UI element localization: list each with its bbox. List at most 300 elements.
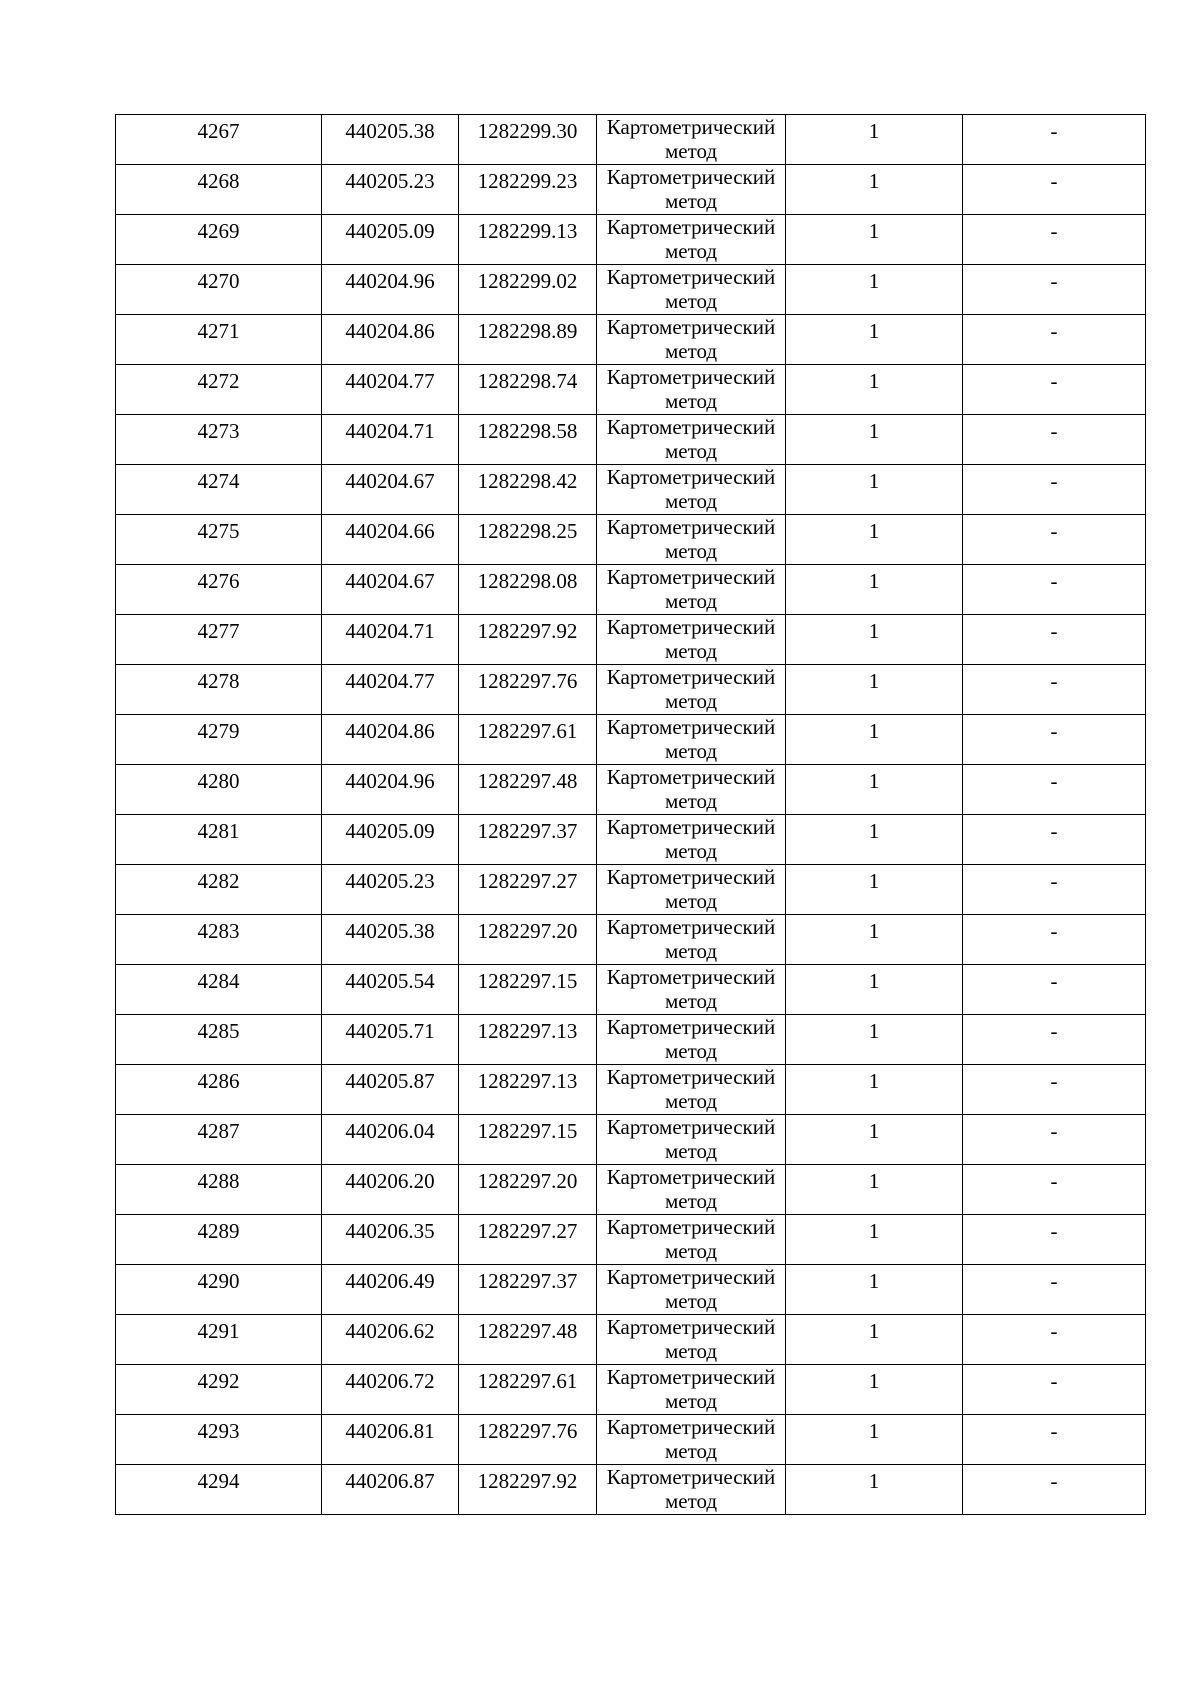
y-coordinate-cell-text: 1282299.02: [477, 269, 578, 293]
y-coordinate-cell: [459, 315, 597, 365]
y-coordinate-cell: [459, 515, 597, 565]
x-coordinate-cell-text: 440206.04: [345, 1119, 435, 1143]
y-coordinate-cell: [459, 965, 597, 1015]
x-coordinate-cell-text: 440204.96: [345, 769, 435, 793]
y-coordinate-cell: [459, 715, 597, 765]
method-cell: [597, 315, 786, 365]
point-number-cell: [116, 1415, 322, 1465]
x-coordinate-cell-text: 440205.54: [345, 969, 435, 993]
method-cell: [597, 1215, 786, 1265]
method-cell: [597, 1265, 786, 1315]
accuracy-cell-text: 1: [868, 919, 880, 943]
point-number-cell: [116, 1315, 322, 1365]
y-coordinate-cell: [459, 265, 597, 315]
note-cell-text: -: [1050, 469, 1058, 493]
note-cell: [963, 615, 1146, 665]
coordinates-table-body: [116, 115, 1146, 1515]
y-coordinate-cell-text: 1282297.20: [477, 1169, 578, 1193]
note-cell: [963, 1365, 1146, 1415]
point-number-cell: [116, 1365, 322, 1415]
table-row: [116, 265, 1146, 315]
y-coordinate-cell-text: 1282297.76: [477, 669, 578, 693]
x-coordinate-cell: [322, 1215, 459, 1265]
y-coordinate-cell-text: 1282299.13: [477, 219, 578, 243]
table-row: [116, 365, 1146, 415]
note-cell: [963, 465, 1146, 515]
y-coordinate-cell: [459, 665, 597, 715]
method-cell-text: Картометрический метод: [606, 865, 776, 913]
x-coordinate-cell: [322, 1415, 459, 1465]
table-row: [116, 1065, 1146, 1115]
note-cell: [963, 665, 1146, 715]
y-coordinate-cell-text: 1282297.92: [477, 1469, 578, 1493]
accuracy-cell: [786, 1015, 963, 1065]
accuracy-cell-text: 1: [868, 369, 880, 393]
coordinates-table: [115, 114, 1146, 1515]
method-cell-text: Картометрический метод: [606, 1065, 776, 1113]
method-cell-text: Картометрический метод: [606, 1215, 776, 1263]
x-coordinate-cell: [322, 715, 459, 765]
accuracy-cell-text: 1: [868, 519, 880, 543]
method-cell: [597, 1465, 786, 1515]
table-row: [116, 765, 1146, 815]
x-coordinate-cell: [322, 1165, 459, 1215]
y-coordinate-cell-text: 1282299.30: [477, 119, 578, 143]
accuracy-cell: [786, 465, 963, 515]
note-cell-text: -: [1050, 719, 1058, 743]
method-cell-text: Картометрический метод: [606, 815, 776, 863]
y-coordinate-cell-text: 1282298.74: [477, 369, 578, 393]
x-coordinate-cell: [322, 615, 459, 665]
x-coordinate-cell-text: 440205.23: [345, 169, 435, 193]
x-coordinate-cell-text: 440205.38: [345, 919, 435, 943]
accuracy-cell-text: 1: [868, 1319, 880, 1343]
table-row: [116, 965, 1146, 1015]
method-cell: [597, 1415, 786, 1465]
method-cell: [597, 1365, 786, 1415]
point-number-cell: [116, 365, 322, 415]
method-cell-text: Картометрический метод: [606, 915, 776, 963]
note-cell: [963, 515, 1146, 565]
method-cell: [597, 265, 786, 315]
method-cell-text: Картометрический метод: [606, 515, 776, 563]
method-cell-text: Картометрический метод: [606, 215, 776, 263]
method-cell: [597, 415, 786, 465]
accuracy-cell: [786, 1265, 963, 1315]
y-coordinate-cell: [459, 1115, 597, 1165]
accuracy-cell: [786, 1315, 963, 1365]
note-cell: [963, 1015, 1146, 1065]
accuracy-cell: [786, 1065, 963, 1115]
y-coordinate-cell-text: 1282297.48: [477, 1319, 578, 1343]
y-coordinate-cell-text: 1282298.08: [477, 569, 578, 593]
x-coordinate-cell-text: 440206.49: [345, 1269, 435, 1293]
method-cell: [597, 465, 786, 515]
accuracy-cell-text: 1: [868, 869, 880, 893]
method-cell-text: Картометрический метод: [606, 265, 776, 313]
y-coordinate-cell: [459, 615, 597, 665]
note-cell: [963, 1465, 1146, 1515]
note-cell-text: -: [1050, 319, 1058, 343]
point-number-cell-text: 4268: [197, 169, 240, 193]
y-coordinate-cell: [459, 865, 597, 915]
x-coordinate-cell: [322, 215, 459, 265]
y-coordinate-cell-text: 1282297.20: [477, 919, 578, 943]
method-cell-text: Картометрический метод: [606, 1265, 776, 1313]
table-row: [116, 815, 1146, 865]
accuracy-cell: [786, 665, 963, 715]
note-cell-text: -: [1050, 969, 1058, 993]
point-number-cell-text: 4284: [197, 969, 240, 993]
table-row: [116, 465, 1146, 515]
x-coordinate-cell: [322, 565, 459, 615]
table-row: [116, 1265, 1146, 1315]
accuracy-cell: [786, 365, 963, 415]
method-cell: [597, 365, 786, 415]
method-cell: [597, 765, 786, 815]
accuracy-cell: [786, 115, 963, 165]
note-cell: [963, 1065, 1146, 1115]
accuracy-cell-text: 1: [868, 669, 880, 693]
note-cell: [963, 1265, 1146, 1315]
point-number-cell-text: 4285: [197, 1019, 240, 1043]
method-cell: [597, 165, 786, 215]
x-coordinate-cell-text: 440206.35: [345, 1219, 435, 1243]
accuracy-cell-text: 1: [868, 1419, 880, 1443]
y-coordinate-cell-text: 1282298.89: [477, 319, 578, 343]
method-cell-text: Картометрический метод: [606, 165, 776, 213]
y-coordinate-cell: [459, 765, 597, 815]
x-coordinate-cell-text: 440206.81: [345, 1419, 435, 1443]
x-coordinate-cell: [322, 165, 459, 215]
x-coordinate-cell: [322, 515, 459, 565]
note-cell: [963, 365, 1146, 415]
accuracy-cell: [786, 615, 963, 665]
accuracy-cell-text: 1: [868, 769, 880, 793]
note-cell: [963, 1165, 1146, 1215]
accuracy-cell: [786, 715, 963, 765]
note-cell-text: -: [1050, 119, 1058, 143]
method-cell-text: Картометрический метод: [606, 1365, 776, 1413]
table-row: [116, 615, 1146, 665]
note-cell: [963, 715, 1146, 765]
note-cell-text: -: [1050, 1069, 1058, 1093]
table-row: [116, 1165, 1146, 1215]
accuracy-cell-text: 1: [868, 1219, 880, 1243]
x-coordinate-cell: [322, 1315, 459, 1365]
note-cell: [963, 215, 1146, 265]
accuracy-cell-text: 1: [868, 1019, 880, 1043]
note-cell: [963, 1415, 1146, 1465]
y-coordinate-cell: [459, 815, 597, 865]
method-cell: [597, 1165, 786, 1215]
note-cell: [963, 1315, 1146, 1365]
note-cell: [963, 315, 1146, 365]
x-coordinate-cell-text: 440204.77: [345, 669, 435, 693]
point-number-cell-text: 4272: [197, 369, 240, 393]
y-coordinate-cell: [459, 115, 597, 165]
x-coordinate-cell-text: 440204.67: [345, 469, 435, 493]
x-coordinate-cell-text: 440205.38: [345, 119, 435, 143]
note-cell-text: -: [1050, 819, 1058, 843]
y-coordinate-cell-text: 1282297.61: [477, 1369, 578, 1393]
table-row: [116, 1415, 1146, 1465]
note-cell-text: -: [1050, 419, 1058, 443]
accuracy-cell-text: 1: [868, 119, 880, 143]
x-coordinate-cell-text: 440204.71: [345, 619, 435, 643]
point-number-cell-text: 4274: [197, 469, 240, 493]
note-cell: [963, 165, 1146, 215]
accuracy-cell: [786, 515, 963, 565]
accuracy-cell-text: 1: [868, 569, 880, 593]
x-coordinate-cell-text: 440206.20: [345, 1169, 435, 1193]
point-number-cell-text: 4290: [197, 1269, 240, 1293]
point-number-cell: [116, 565, 322, 615]
x-coordinate-cell: [322, 265, 459, 315]
method-cell-text: Картометрический метод: [606, 1015, 776, 1063]
point-number-cell-text: 4294: [197, 1469, 240, 1493]
note-cell: [963, 1215, 1146, 1265]
note-cell-text: -: [1050, 1469, 1058, 1493]
x-coordinate-cell: [322, 1015, 459, 1065]
note-cell-text: -: [1050, 269, 1058, 293]
method-cell: [597, 115, 786, 165]
accuracy-cell: [786, 315, 963, 365]
point-number-cell: [116, 115, 322, 165]
y-coordinate-cell: [459, 915, 597, 965]
table-row: [116, 1115, 1146, 1165]
x-coordinate-cell-text: 440205.71: [345, 1019, 435, 1043]
accuracy-cell-text: 1: [868, 1069, 880, 1093]
y-coordinate-cell: [459, 565, 597, 615]
point-number-cell: [116, 465, 322, 515]
table-row: [116, 1465, 1146, 1515]
point-number-cell: [116, 1465, 322, 1515]
y-coordinate-cell: [459, 1465, 597, 1515]
point-number-cell: [116, 715, 322, 765]
x-coordinate-cell-text: 440204.86: [345, 719, 435, 743]
method-cell: [597, 515, 786, 565]
y-coordinate-cell: [459, 1015, 597, 1065]
point-number-cell: [116, 965, 322, 1015]
x-coordinate-cell-text: 440206.87: [345, 1469, 435, 1493]
point-number-cell: [116, 1265, 322, 1315]
method-cell-text: Картометрический метод: [606, 565, 776, 613]
x-coordinate-cell: [322, 465, 459, 515]
accuracy-cell: [786, 565, 963, 615]
method-cell: [597, 715, 786, 765]
note-cell-text: -: [1050, 519, 1058, 543]
point-number-cell: [116, 865, 322, 915]
y-coordinate-cell-text: 1282299.23: [477, 169, 578, 193]
point-number-cell-text: 4280: [197, 769, 240, 793]
method-cell: [597, 215, 786, 265]
point-number-cell-text: 4289: [197, 1219, 240, 1243]
note-cell-text: -: [1050, 869, 1058, 893]
table-row: [116, 565, 1146, 615]
method-cell-text: Картометрический метод: [606, 665, 776, 713]
method-cell-text: Картометрический метод: [606, 315, 776, 363]
method-cell: [597, 615, 786, 665]
x-coordinate-cell-text: 440206.72: [345, 1369, 435, 1393]
x-coordinate-cell: [322, 665, 459, 715]
table-row: [116, 915, 1146, 965]
y-coordinate-cell-text: 1282298.25: [477, 519, 578, 543]
point-number-cell: [116, 915, 322, 965]
note-cell-text: -: [1050, 169, 1058, 193]
method-cell-text: Картометрический метод: [606, 765, 776, 813]
table-row: [116, 865, 1146, 915]
y-coordinate-cell-text: 1282297.27: [477, 869, 578, 893]
point-number-cell: [116, 1065, 322, 1115]
x-coordinate-cell: [322, 415, 459, 465]
note-cell: [963, 815, 1146, 865]
y-coordinate-cell: [459, 365, 597, 415]
accuracy-cell-text: 1: [868, 1269, 880, 1293]
point-number-cell-text: 4277: [197, 619, 240, 643]
note-cell: [963, 415, 1146, 465]
point-number-cell-text: 4270: [197, 269, 240, 293]
table-row: [116, 215, 1146, 265]
table-row: [116, 1315, 1146, 1365]
point-number-cell: [116, 1165, 322, 1215]
table-row: [116, 1365, 1146, 1415]
accuracy-cell-text: 1: [868, 819, 880, 843]
method-cell-text: Картометрический метод: [606, 115, 776, 163]
point-number-cell-text: 4291: [197, 1319, 240, 1343]
point-number-cell-text: 4292: [197, 1369, 240, 1393]
point-number-cell: [116, 765, 322, 815]
accuracy-cell-text: 1: [868, 269, 880, 293]
method-cell-text: Картометрический метод: [606, 465, 776, 513]
table-row: [116, 1015, 1146, 1065]
point-number-cell-text: 4267: [197, 119, 240, 143]
y-coordinate-cell: [459, 1315, 597, 1365]
x-coordinate-cell-text: 440204.67: [345, 569, 435, 593]
accuracy-cell: [786, 815, 963, 865]
note-cell-text: -: [1050, 619, 1058, 643]
point-number-cell-text: 4269: [197, 219, 240, 243]
x-coordinate-cell: [322, 915, 459, 965]
note-cell-text: -: [1050, 1119, 1058, 1143]
note-cell: [963, 915, 1146, 965]
table-row: [116, 165, 1146, 215]
point-number-cell-text: 4276: [197, 569, 240, 593]
point-number-cell: [116, 165, 322, 215]
note-cell: [963, 765, 1146, 815]
method-cell-text: Картометрический метод: [606, 615, 776, 663]
point-number-cell: [116, 1115, 322, 1165]
table-row: [116, 515, 1146, 565]
y-coordinate-cell-text: 1282297.37: [477, 819, 578, 843]
y-coordinate-cell-text: 1282297.92: [477, 619, 578, 643]
method-cell-text: Картометрический метод: [606, 965, 776, 1013]
table-row: [116, 415, 1146, 465]
accuracy-cell-text: 1: [868, 619, 880, 643]
accuracy-cell: [786, 165, 963, 215]
accuracy-cell-text: 1: [868, 969, 880, 993]
method-cell: [597, 965, 786, 1015]
note-cell: [963, 965, 1146, 1015]
point-number-cell: [116, 315, 322, 365]
point-number-cell-text: 4279: [197, 719, 240, 743]
point-number-cell-text: 4278: [197, 669, 240, 693]
x-coordinate-cell: [322, 115, 459, 165]
point-number-cell: [116, 515, 322, 565]
x-coordinate-cell-text: 440205.09: [345, 219, 435, 243]
note-cell-text: -: [1050, 1419, 1058, 1443]
method-cell-text: Картометрический метод: [606, 1465, 776, 1513]
note-cell-text: -: [1050, 569, 1058, 593]
point-number-cell-text: 4286: [197, 1069, 240, 1093]
note-cell-text: -: [1050, 369, 1058, 393]
y-coordinate-cell-text: 1282297.48: [477, 769, 578, 793]
accuracy-cell-text: 1: [868, 1119, 880, 1143]
method-cell: [597, 915, 786, 965]
point-number-cell: [116, 1215, 322, 1265]
note-cell-text: -: [1050, 1019, 1058, 1043]
accuracy-cell: [786, 215, 963, 265]
accuracy-cell-text: 1: [868, 1369, 880, 1393]
note-cell-text: -: [1050, 1369, 1058, 1393]
x-coordinate-cell-text: 440204.71: [345, 419, 435, 443]
point-number-cell: [116, 665, 322, 715]
y-coordinate-cell: [459, 1165, 597, 1215]
point-number-cell: [116, 1015, 322, 1065]
accuracy-cell: [786, 965, 963, 1015]
x-coordinate-cell: [322, 815, 459, 865]
table-row: [116, 115, 1146, 165]
point-number-cell: [116, 215, 322, 265]
point-number-cell-text: 4293: [197, 1419, 240, 1443]
x-coordinate-cell: [322, 1365, 459, 1415]
note-cell: [963, 565, 1146, 615]
accuracy-cell: [786, 1165, 963, 1215]
x-coordinate-cell: [322, 865, 459, 915]
accuracy-cell-text: 1: [868, 219, 880, 243]
x-coordinate-cell-text: 440204.86: [345, 319, 435, 343]
x-coordinate-cell-text: 440205.87: [345, 1069, 435, 1093]
accuracy-cell: [786, 865, 963, 915]
y-coordinate-cell-text: 1282297.13: [477, 1069, 578, 1093]
y-coordinate-cell: [459, 465, 597, 515]
y-coordinate-cell-text: 1282297.76: [477, 1419, 578, 1443]
y-coordinate-cell: [459, 1215, 597, 1265]
point-number-cell-text: 4282: [197, 869, 240, 893]
accuracy-cell: [786, 1465, 963, 1515]
x-coordinate-cell-text: 440205.23: [345, 869, 435, 893]
note-cell: [963, 1115, 1146, 1165]
table-row: [116, 315, 1146, 365]
y-coordinate-cell: [459, 165, 597, 215]
table-row: [116, 715, 1146, 765]
point-number-cell-text: 4271: [197, 319, 240, 343]
y-coordinate-cell: [459, 1365, 597, 1415]
table-row: [116, 1215, 1146, 1265]
y-coordinate-cell-text: 1282298.42: [477, 469, 578, 493]
x-coordinate-cell: [322, 1065, 459, 1115]
accuracy-cell-text: 1: [868, 719, 880, 743]
x-coordinate-cell-text: 440204.96: [345, 269, 435, 293]
point-number-cell-text: 4281: [197, 819, 240, 843]
method-cell-text: Картометрический метод: [606, 1165, 776, 1213]
y-coordinate-cell-text: 1282297.37: [477, 1269, 578, 1293]
accuracy-cell-text: 1: [868, 1469, 880, 1493]
accuracy-cell-text: 1: [868, 169, 880, 193]
note-cell-text: -: [1050, 219, 1058, 243]
point-number-cell-text: 4283: [197, 919, 240, 943]
note-cell: [963, 265, 1146, 315]
